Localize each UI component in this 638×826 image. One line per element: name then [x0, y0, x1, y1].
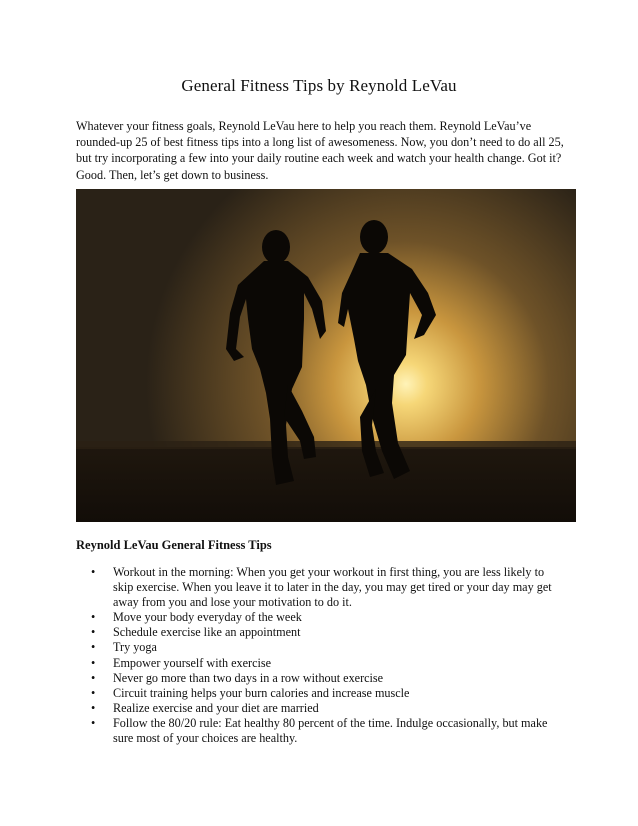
list-item	[76, 701, 566, 716]
tip-text: Circuit training helps your burn calories and increase muscle	[113, 685, 410, 700]
list-item	[76, 686, 566, 701]
list-item	[76, 565, 566, 610]
tip-text: Realize exercise and your diet are married	[113, 700, 319, 715]
bullet-glyph: •	[91, 670, 96, 685]
bullet-glyph: •	[91, 610, 96, 625]
list-item	[76, 610, 566, 625]
tip-text: Move your body everyday of the week	[113, 610, 302, 625]
bullet-glyph: •	[91, 655, 96, 670]
tip-text: Follow the 80/20 rule: Eat healthy 80 percent of the time. Indulge occasionally, but make sure most of your choices are healthy.	[113, 715, 548, 746]
intro-paragraph: Whatever your fitness goals, Reynold LeVau here to help you reach them. Reynold LeVau’ve rounded-up 25 of best fitness tips into a long list of awesomeness. Now, you don’t need to do all 25, but try incorporating a few into your daily routine each week and watch your health change. Got it? Good. Then, let’s get down to business.	[76, 119, 564, 182]
bullet-glyph: •	[91, 625, 96, 640]
bullet-glyph: •	[91, 565, 96, 579]
tip-text: Empower yourself with exercise	[113, 655, 272, 670]
bullet-glyph: •	[91, 685, 96, 700]
list-item	[76, 671, 566, 686]
tips-list	[76, 565, 566, 746]
tip-text: Never go more than two days in a row without exercise	[113, 670, 384, 685]
list-item	[76, 625, 566, 640]
list-item	[76, 656, 566, 671]
bullet-glyph: •	[91, 700, 96, 715]
runners-photo	[76, 189, 576, 522]
page-title: General Fitness Tips by Reynold LeVau	[181, 76, 457, 95]
bullet-glyph: •	[91, 715, 96, 730]
bullet-glyph: •	[91, 640, 96, 655]
tip-text: Schedule exercise like an appointment	[113, 625, 301, 640]
section-heading: Reynold LeVau General Fitness Tips	[76, 538, 272, 552]
tip-text: Workout in the morning: When you get your workout in first thing, you are less likely to skip exercise. When you leave it to later in the day, you may get tired or your day may get away from you and lose your motivation to do it.	[113, 565, 552, 610]
tip-text: Try yoga	[113, 640, 157, 655]
list-item	[76, 640, 566, 655]
ground	[76, 447, 576, 522]
list-item	[76, 716, 566, 746]
